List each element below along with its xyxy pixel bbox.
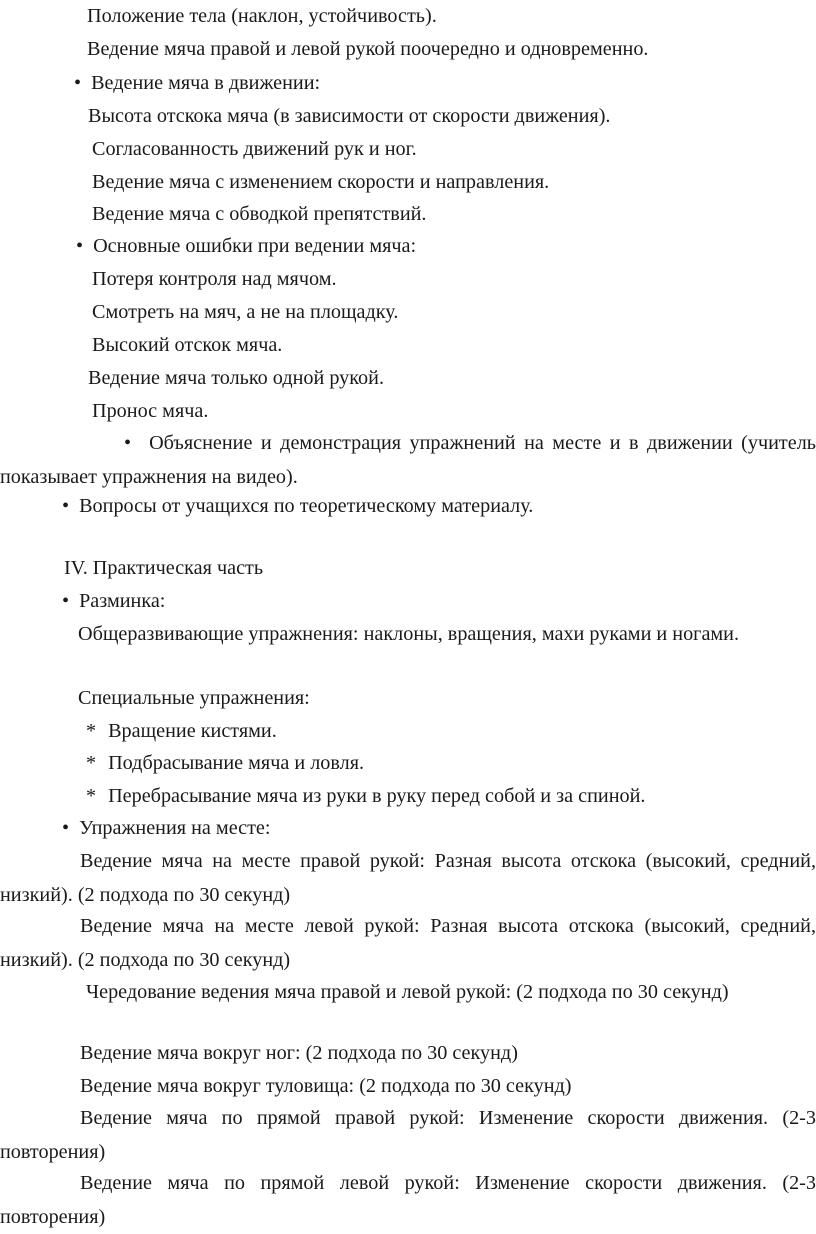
paragraph: Потеря контроля над мячом. — [92, 268, 337, 290]
paragraph: Пронос мяча. — [92, 400, 209, 422]
paragraph: Специальные упражнения: — [78, 687, 310, 709]
list-item: * Перебрасывание мяча из руки в руку перед собой и за спиной. — [86, 785, 646, 807]
bullet-item: • Основные ошибки при ведении мяча: — [76, 235, 417, 257]
paragraph: Смотреть на мяч, а не на площадку. — [92, 301, 399, 323]
paragraph: Ведение мяча по прямой левой рукой: Изменение скорости движения. (2-3 повторения) — [0, 1172, 816, 1228]
paragraph: Общеразвивающие упражнения: наклоны, вращения, махи руками и ногами. — [78, 623, 740, 645]
paragraph: Ведение мяча на месте правой рукой: Разная высота отскока (высокий, средний, низкий). (2 подхода по 30 секунд) — [0, 850, 816, 906]
paragraph: Высокий отскок мяча. — [92, 334, 283, 356]
section-heading: IV. Практическая часть — [64, 557, 264, 579]
bullet-marker: • — [62, 817, 70, 839]
bullet-marker: • — [62, 495, 70, 517]
paragraph: Ведение мяча только одной рукой. — [88, 367, 384, 389]
list-item: * Вращение кистями. — [86, 720, 277, 742]
paragraph: Ведение мяча по прямой правой рукой: Изменение скорости движения. (2-3 повторения) — [0, 1107, 816, 1163]
bullet-marker: • — [76, 235, 84, 257]
paragraph: Согласованность движений рук и ног. — [92, 138, 417, 160]
paragraph: Ведение мяча правой и левой рукой поочередно и одновременно. — [87, 38, 649, 60]
paragraph: Ведение мяча с обводкой препятствий. — [92, 203, 427, 225]
bullet-item: • Разминка: — [62, 590, 166, 612]
paragraph: Высота отскока мяча (в зависимости от скорости движения). — [88, 105, 611, 127]
paragraph: Чередование ведения мяча правой и левой рукой: (2 подхода по 30 секунд) — [86, 981, 729, 1003]
paragraph: Положение тела (наклон, устойчивость). — [87, 5, 437, 27]
list-item: * Подбрасывание мяча и ловля. — [86, 752, 365, 774]
star-marker: * — [86, 720, 97, 742]
paragraph: Ведение мяча вокруг ног: (2 подхода по 30 секунд) — [80, 1042, 518, 1064]
star-marker: * — [86, 752, 97, 774]
bullet-marker: • — [62, 590, 70, 612]
paragraph: Ведение мяча вокруг туловища: (2 подхода по 30 секунд) — [80, 1075, 572, 1097]
bullet-marker: • — [124, 432, 132, 454]
bullet-item: • Вопросы от учащихся по теоретическому материалу. — [62, 495, 534, 517]
star-marker: * — [86, 785, 97, 807]
bullet-marker: • — [74, 72, 82, 94]
bullet-paragraph: • Объяснение и демонстрация упражнений на месте и в движении (учитель показывает упражнения на видео). — [0, 427, 816, 494]
paragraph: Ведение мяча с изменением скорости и направления. — [92, 171, 550, 193]
bullet-item: • Ведение мяча в движении: — [74, 72, 321, 94]
bullet-item: • Упражнения на месте: — [62, 817, 271, 839]
paragraph: Ведение мяча на месте левой рукой: Разная высота отскока (высокий, средний, низкий). (2 подхода по 30 секунд) — [0, 915, 816, 971]
